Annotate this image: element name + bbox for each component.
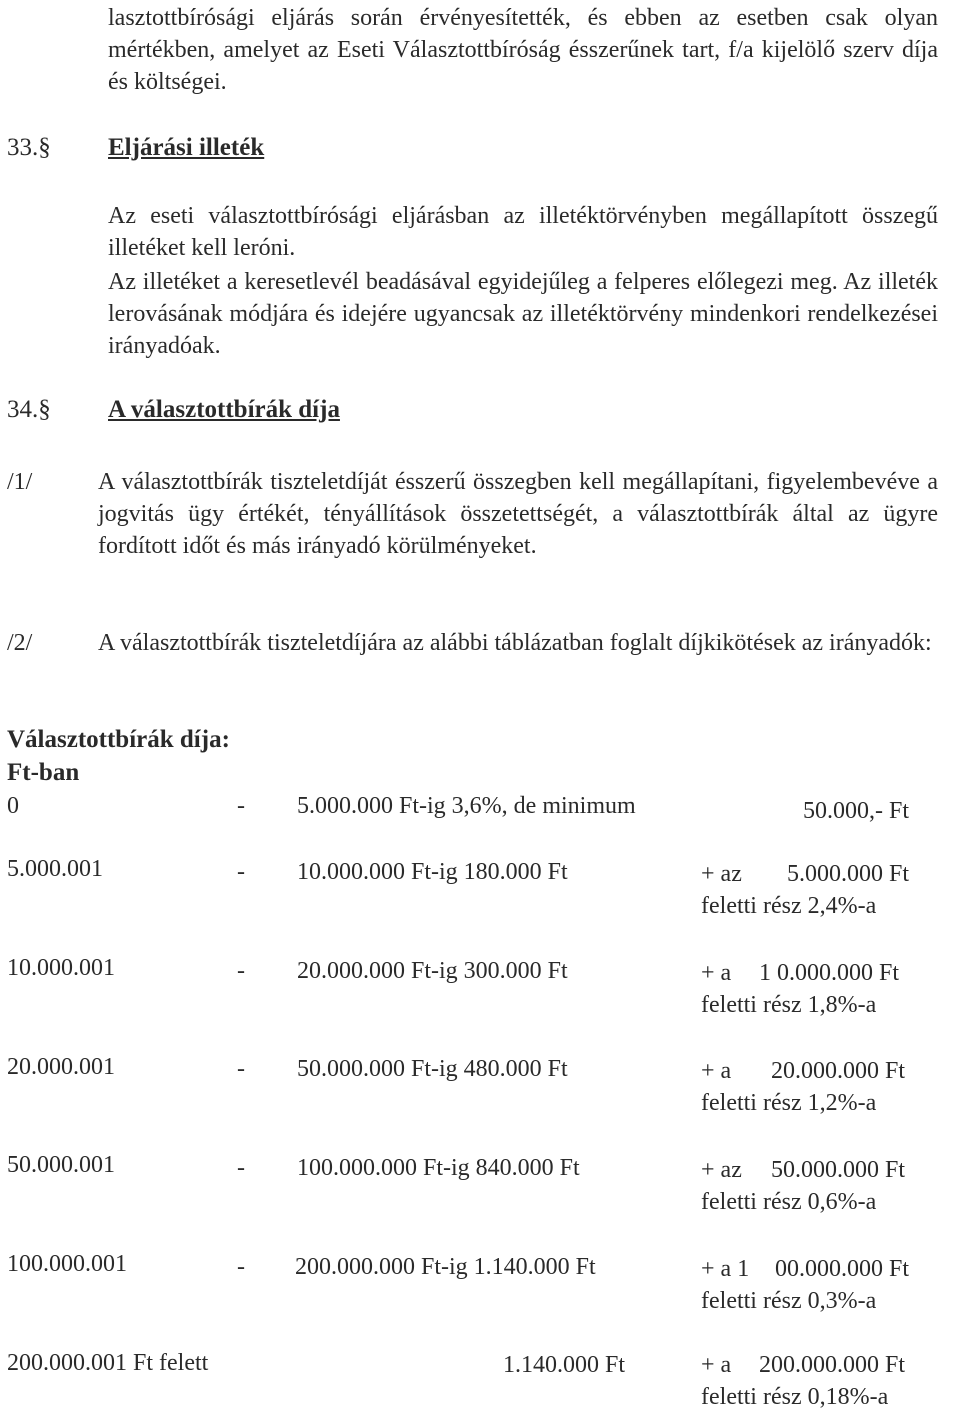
fee-row-from: 50.000.001 [7, 1152, 115, 1178]
fee-row-from: 0 [7, 793, 19, 819]
fee-row-to: 100.000.000 Ft-ig 840.000 Ft [297, 1155, 580, 1181]
fee-row-dash: - [237, 958, 245, 984]
intro-paragraph [108, 2, 938, 98]
fee-row-plus: + a [701, 1058, 732, 1084]
fee-row-from: 200.000.001 Ft felett [7, 1350, 209, 1376]
fee-row-from: 5.000.001 [7, 856, 103, 882]
fee-row-threshold: 50.000.000 Ft [771, 1157, 906, 1183]
section-34-title: A választottbírák díja [108, 396, 340, 423]
fee-row-rate: feletti rész 0,6%-a [701, 1189, 877, 1215]
fee-row-to: 10.000.000 Ft-ig 180.000 Ft [297, 859, 568, 885]
fee-row-plus: + az [701, 861, 742, 887]
fee-row-to: 50.000.000 Ft-ig 480.000 Ft [297, 1056, 568, 1082]
fee-row-to: 20.000.000 Ft-ig 300.000 Ft [297, 958, 568, 984]
fee-row-dash: - [237, 1254, 245, 1280]
fee-row-threshold: 20.000.000 Ft [771, 1058, 906, 1084]
section-33-paragraph-1 [108, 200, 938, 264]
section-34-item-1 [98, 466, 938, 562]
fee-row-from: 10.000.001 [7, 955, 115, 981]
section-34-item-1-text: A választottbírák tiszteletdíját ésszerű összegben kell megállapítani, figyelembevéve a jogvitás ügy értékét, tényállítások összetettségét, a választottbírák által az ügyre fordított időt és más irányadó körülményeket. [98, 469, 938, 559]
fee-row-rate: feletti rész 0,3%-a [701, 1288, 877, 1314]
fee-row-dash: - [237, 793, 245, 819]
fee-row-dash: - [237, 1056, 245, 1082]
section-33-paragraph-2 [108, 266, 938, 362]
fee-row-rate: feletti rész 1,2%-a [701, 1090, 877, 1116]
fee-row-plus: + az [701, 1157, 742, 1183]
fee-row-plus: + a [701, 960, 732, 986]
fee-row-to: 5.000.000 Ft-ig 3,6%, de minimum [297, 793, 636, 819]
section-34-item-1-label: /1/ [7, 469, 33, 495]
section-33-paragraph-1-text: Az eseti választottbírósági eljárásban az illetéktörvényben megállapított összegű illetéket kell leróni. [108, 203, 938, 261]
fee-row-fee: 50.000,- Ft [803, 798, 910, 824]
fee-row-from: 100.000.001 [7, 1251, 127, 1277]
section-33-paragraph-2-text: Az illetéket a keresetlevél beadásával egyidejűleg a felperes előlegezi meg. Az illeték lerovásának módjára és idejére ugyancsak az illetéktörvény mindenkori rendelkezései irányadóak. [108, 269, 938, 359]
section-34-item-2-text: A választottbírák tiszteletdíjára az alábbi táblázatban foglalt díjkikötések az irányadók: [98, 630, 932, 656]
fee-row-threshold: 5.000.000 Ft [787, 861, 910, 887]
section-33-number: 33.§ [7, 134, 51, 161]
fee-row-rate: feletti rész 2,4%-a [701, 893, 877, 919]
fee-row-plus: + a [701, 1352, 732, 1378]
fee-row-threshold: 1 0.000.000 Ft [759, 960, 900, 986]
section-34-number: 34.§ [7, 396, 51, 423]
fee-row-threshold: 200.000.000 Ft [759, 1352, 906, 1378]
intro-text: lasztottbírósági eljárás során érvényesítették, és ebben az esetben csak olyan mértékben, amelyet az Eseti Választottbíróság ésszerűnek tart, f/a kijelölő szerv díja és költségei. [108, 5, 938, 95]
section-33-title: Eljárási illeték [108, 134, 265, 161]
fee-row-threshold: 00.000.000 Ft [775, 1256, 910, 1282]
fee-row-dash: - [237, 1155, 245, 1181]
fee-row-rate: feletti rész 0,18%-a [701, 1384, 889, 1410]
fee-row-dash: - [237, 859, 245, 885]
fee-row-to: 200.000.000 Ft-ig 1.140.000 Ft [295, 1254, 596, 1280]
section-34-item-2-label: /2/ [7, 630, 33, 656]
fee-table-title: Választottbírák díja: [7, 726, 230, 753]
fee-row-plus: + a 1 [701, 1256, 750, 1282]
fee-row-from: 20.000.001 [7, 1054, 115, 1080]
fee-row-rate: feletti rész 1,8%-a [701, 992, 877, 1018]
fee-row-amount: 1.140.000 Ft [503, 1352, 626, 1378]
section-34-item-2 [98, 627, 938, 659]
fee-table-unit: Ft-ban [7, 759, 80, 786]
